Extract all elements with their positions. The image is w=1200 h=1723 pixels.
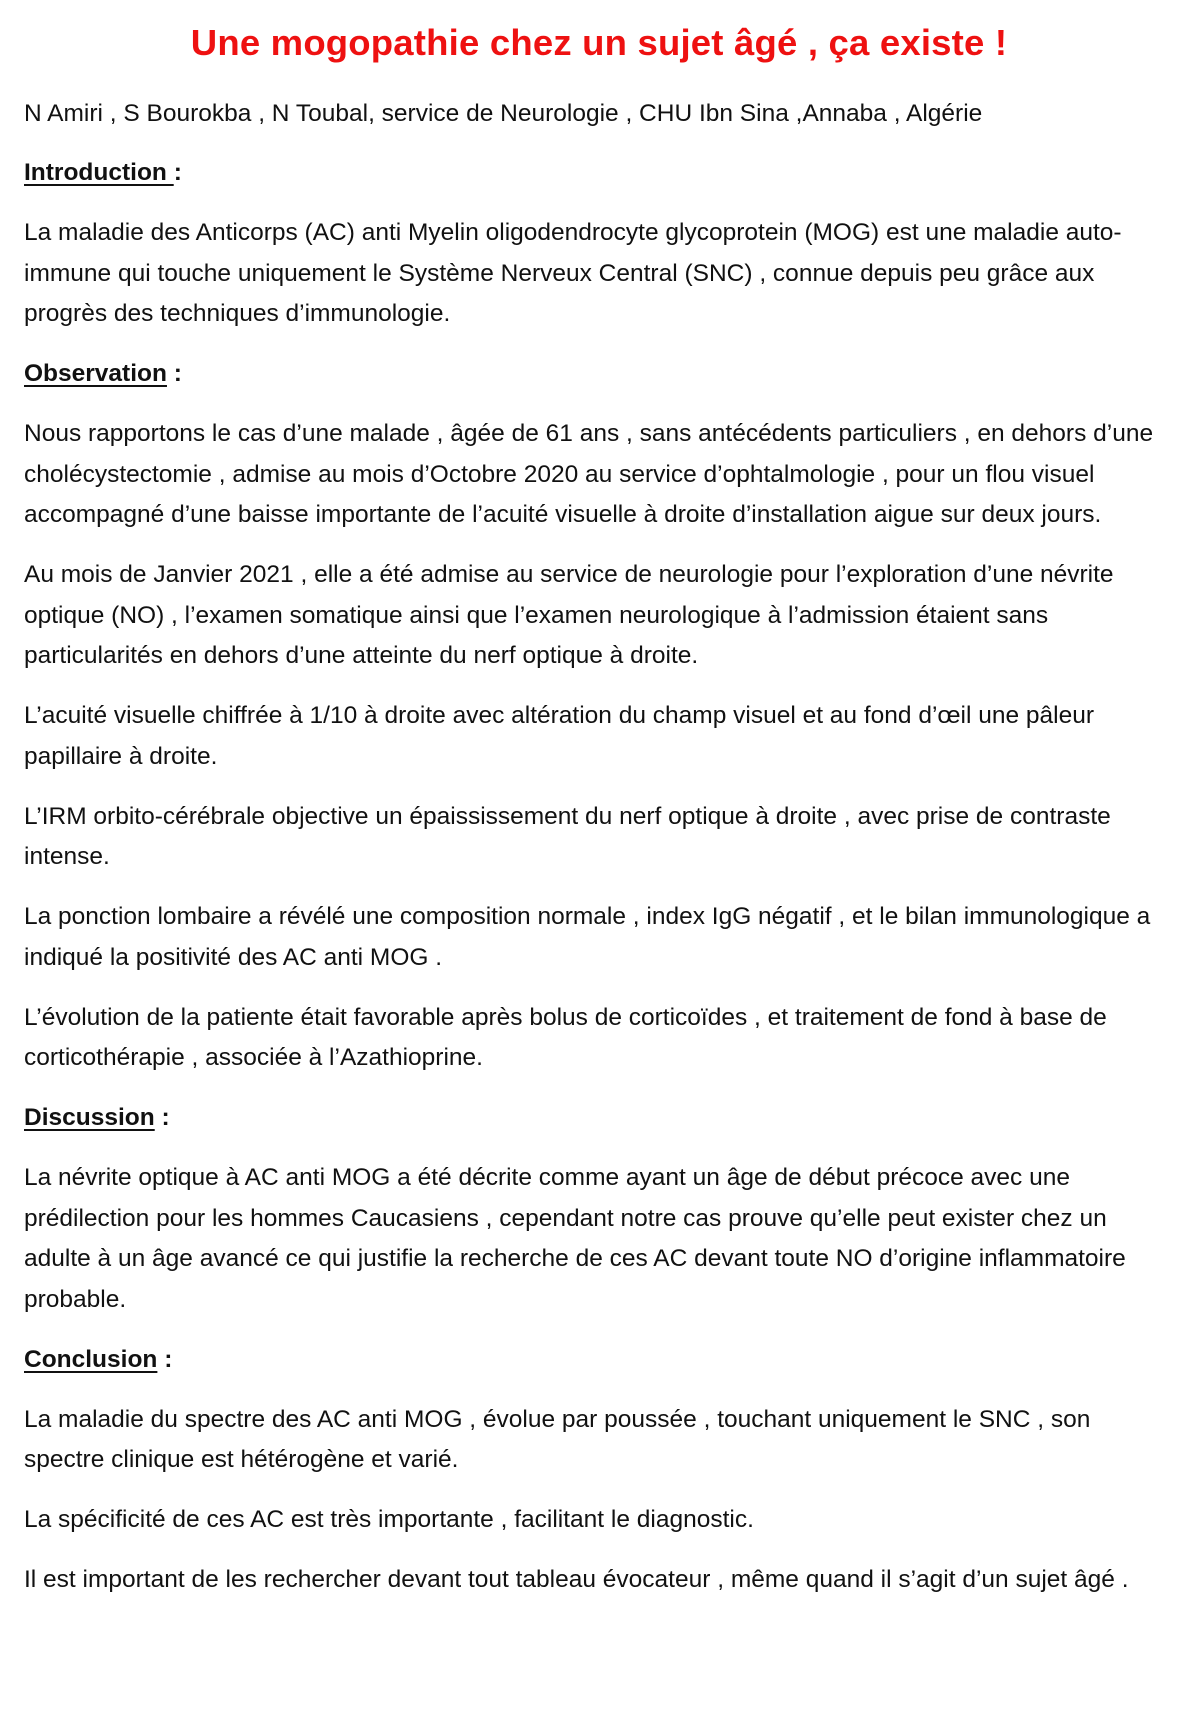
section-heading-introduction	[24, 153, 1174, 193]
document-page	[24, 14, 1174, 1620]
document-title: Une mogopathie chez un sujet âgé , ça existe !	[190, 22, 1008, 63]
section-heading-observation	[24, 354, 1174, 394]
section-heading-conclusion	[24, 1340, 1174, 1380]
paragraph: La maladie des Anticorps (AC) anti Myelin oligodendrocyte glycoprotein (MOG) est une maladie auto-immune qui touche uniquement le Système Nerveux Central (SNC) , connue depuis peu grâce aux progrès des techniques d’immunologie.	[24, 219, 1122, 327]
section-heading-introduction-label: Introduction	[24, 159, 174, 186]
paragraph: Au mois de Janvier 2021 , elle a été admise au service de neurologie pour l’exploration d’une névrite optique (NO) , l’examen somatique ainsi que l’examen neurologique à l’admission étaient sans particularités en dehors d’une atteinte du nerf optique à droite.	[24, 561, 1114, 669]
section-heading-discussion-label: Discussion	[24, 1104, 155, 1131]
paragraph: L’IRM orbito-cérébrale objective un épaississement du nerf optique à droite , avec prise de contraste intense.	[24, 802, 1111, 870]
paragraph: La maladie du spectre des AC anti MOG , évolue par poussée , touchant uniquement le SNC , son spectre clinique est hétérogène et varié.	[24, 1405, 1091, 1473]
section-heading-introduction-suffix: :	[173, 159, 182, 186]
paragraph: La névrite optique à AC anti MOG a été décrite comme ayant un âge de début précoce avec une prédilection pour les hommes Caucasiens , cependant notre cas prouve qu’elle peut exister chez un adulte à un âge avancé ce qui justifie la recherche de ces AC devant toute NO d’origine inflammatoire probable.	[24, 1164, 1126, 1313]
paragraph: L’acuité visuelle chiffrée à 1/10 à droite avec altération du champ visuel et au fond d’œil une pâleur papillaire à droite.	[24, 702, 1095, 770]
section-heading-observation-label: Observation	[24, 360, 167, 387]
paragraph: Il est important de les rechercher devant tout tableau évocateur , même quand il s’agit d’un sujet âgé .	[24, 1566, 1129, 1593]
section-heading-observation-suffix: :	[166, 360, 182, 387]
paragraph: La spécificité de ces AC est très importante , facilitant le diagnostic.	[24, 1506, 754, 1533]
paragraph: L’évolution de la patiente était favorable après bolus de corticoïdes , et traitement de fond à base de corticothérapie , associée à l’Azathioprine.	[24, 1003, 1107, 1071]
section-heading-discussion	[24, 1098, 1174, 1138]
paragraph: Nous rapportons le cas d’une malade , âgée de 61 ans , sans antécédents particuliers , en dehors d’une cholécystectomie , admise au mois d’Octobre 2020 au service d’ophtalmologie , pour un flou visuel accompagné d’une baisse importante de l’acuité visuelle à droite d’installation aigue sur deux jours.	[24, 420, 1154, 528]
paragraph: La ponction lombaire a révélé une composition normale , index IgG négatif , et le bilan immunologique a indiqué la positivité des AC anti MOG .	[24, 903, 1151, 971]
section-heading-discussion-suffix: :	[154, 1104, 170, 1131]
section-heading-conclusion-suffix: :	[157, 1345, 173, 1373]
section-heading-conclusion-label: Conclusion	[24, 1345, 158, 1373]
authors-line: N Amiri , S Bourokba , N Toubal, service de Neurologie , CHU Ibn Sina ,Annaba , Algérie	[24, 100, 983, 127]
